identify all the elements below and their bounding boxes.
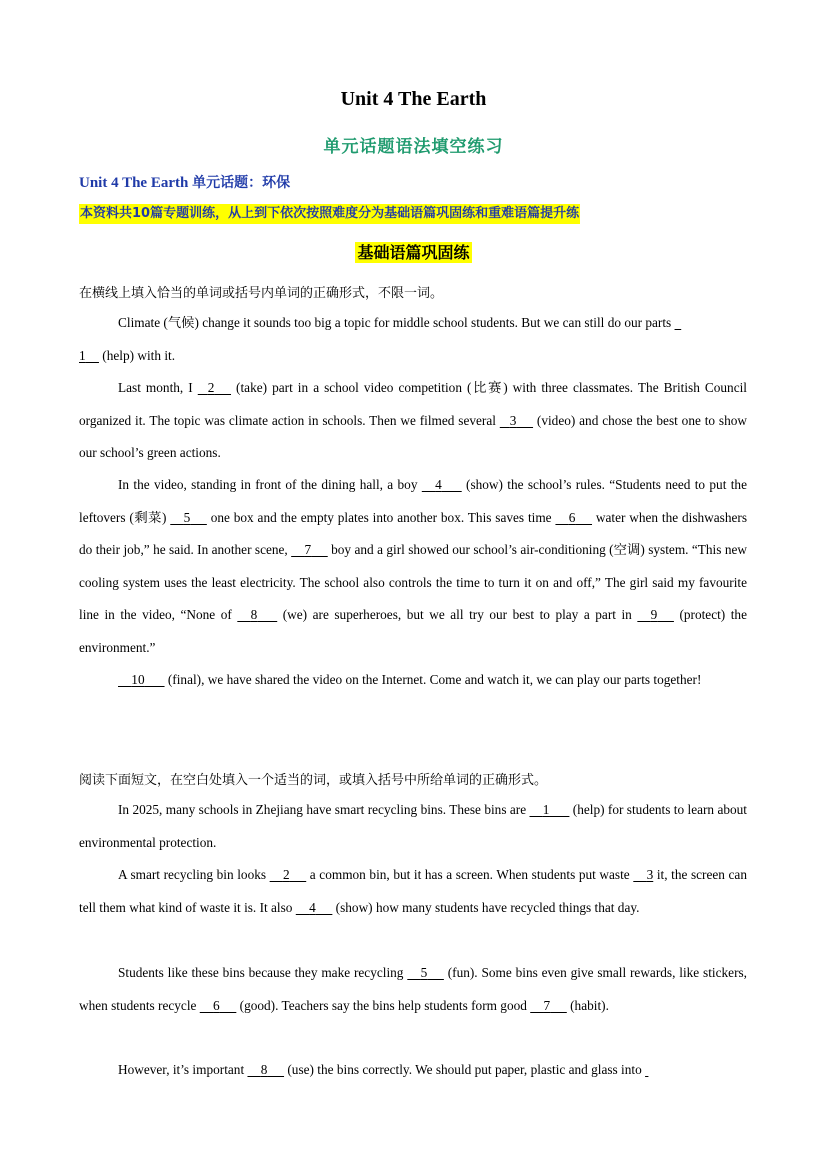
blank[interactable]: 4: [309, 899, 316, 915]
blank[interactable]: 4: [435, 477, 442, 492]
blank[interactable]: 7: [304, 542, 312, 557]
passage1-instruction: 在横线上填入恰当的单词或括号内单词的正确形式，不限一词。: [79, 286, 444, 301]
passage2-instruction: 阅读下面短文，在空白处填入一个适当的词，或填入括号中所给单词的正确形式。: [79, 773, 548, 788]
page-subtitle: 单元话题语法填空练习: [323, 137, 504, 157]
blank[interactable]: 5: [183, 509, 191, 525]
blank[interactable]: 1: [79, 347, 86, 363]
passage1-paragraph: 10 (final), we have shared the video on the Internet. Come and watch it, we can play our parts together!: [79, 664, 747, 697]
blank[interactable]: 7: [543, 997, 551, 1013]
topic-line: [79, 172, 290, 192]
highlighted-notice: 本资料共10篇专题训练，从上到下依次按照难度分为基础语篇巩固练和重难语篇提升练: [79, 204, 580, 224]
topic-chinese: 单元话题：环保: [192, 175, 291, 191]
passage1-paragraph: Last month, I 2 (take) part in a school video competition (比赛) with three classmates. The British Council organized it. The topic was climate action in schools. Then we filmed several 3 (video) and chose the best one to show our school’s green actions.: [79, 372, 747, 470]
passage2-paragraph: Students like these bins because they make recycling 5 (fun). Some bins even give small rewards, like stickers, when students recycle 6 (good). Teachers say the bins help students form good 7 (habit).: [79, 957, 747, 1022]
passage2-paragraph: In 2025, many schools in Zhejiang have smart recycling bins. These bins are 1 (help) for students to learn about environmental protection.: [79, 794, 747, 859]
blank[interactable]: 8: [250, 607, 258, 622]
blank[interactable]: 3: [646, 867, 654, 882]
blank[interactable]: 2: [207, 380, 215, 395]
passage1-paragraph: Climate (气候) change it sounds too big a topic for middle school students. But we can still do our parts 1 (help) with it.: [79, 307, 747, 372]
passage1-paragraph: In the video, standing in front of the dining hall, a boy 4 (show) the school’s rules. “Students need to put the leftovers (剩菜) 5 one box and the empty plates into another box. This saves time 6 water when the dishwashers do their job,” he said. In another scene, 7 boy and a girl showed our school’s air-conditioning (空调) system. “This new cooling system uses the least electricity. The school also controls the time to turn it on and off,” The girl said my favourite line in the video, “None of 8 (we) are superheroes, but we all try our best to play a part in 9 (protect) the environment.”: [79, 469, 747, 664]
blank[interactable]: [645, 1054, 648, 1087]
blank[interactable]: 1: [542, 802, 550, 817]
passage2-paragraph: A smart recycling bin looks 2 a common bin, but it has a screen. When students put waste 3 it, the screen can tell them what kind of waste it is. It also 4 (show) how many students have recycled things that day.: [79, 859, 747, 924]
blank[interactable]: 5: [420, 965, 428, 980]
blank[interactable]: 6: [568, 509, 576, 525]
section-heading: [0, 240, 827, 263]
blank[interactable]: 8: [260, 1062, 268, 1077]
blank[interactable]: 9: [650, 607, 658, 622]
section-heading-text: 基础语篇巩固练: [357, 243, 470, 262]
blank[interactable]: [675, 307, 682, 340]
blank[interactable]: 10: [131, 672, 145, 687]
topic-english: Unit 4 The Earth: [79, 175, 189, 191]
blank[interactable]: 2: [282, 867, 290, 882]
page-title: Unit 4 The Earth: [340, 88, 487, 110]
blank[interactable]: 6: [213, 997, 220, 1013]
passage2-paragraph: However, it’s important 8 (use) the bins correctly. We should put paper, plastic and glass into: [79, 1054, 747, 1087]
blank[interactable]: 3: [509, 412, 517, 428]
